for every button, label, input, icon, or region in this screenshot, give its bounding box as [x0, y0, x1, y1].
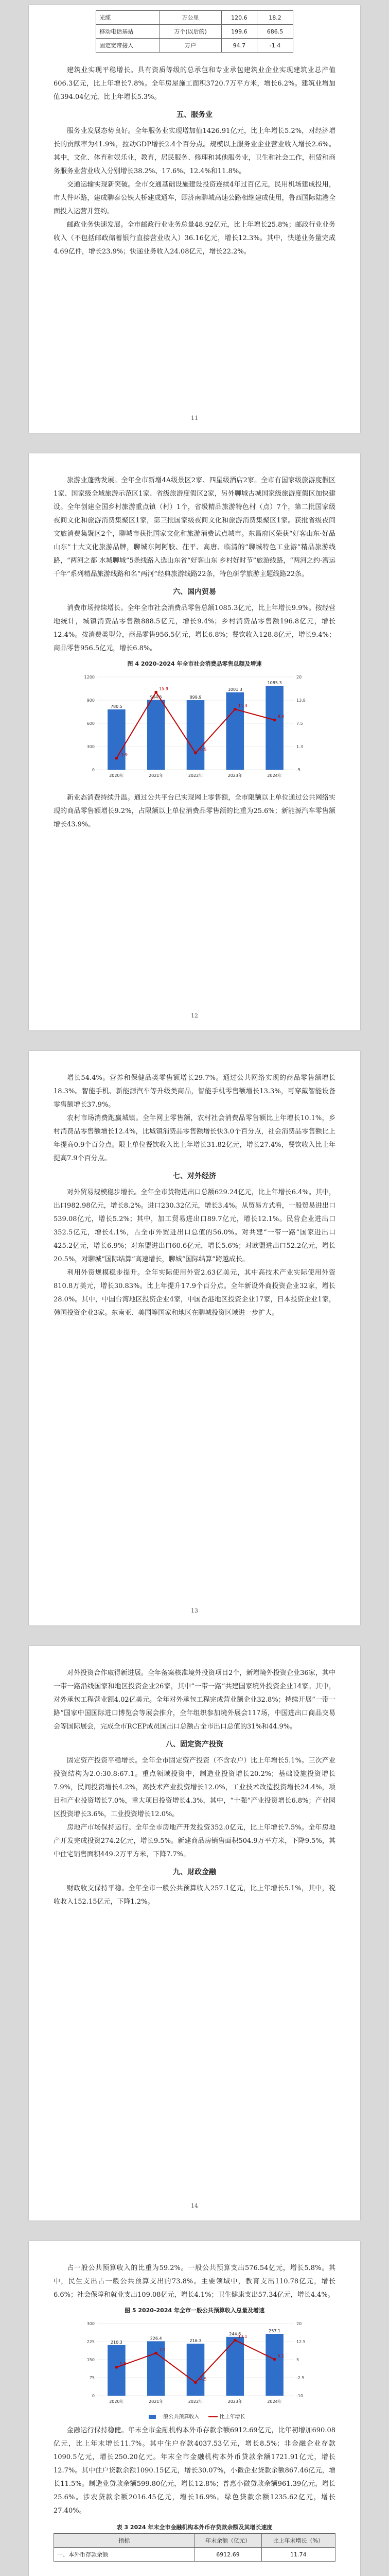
bar-value-label: 226.4: [150, 2336, 162, 2341]
budget-revenue-chart-svg: [76, 2316, 313, 2409]
chart-bar: [108, 2345, 126, 2396]
y-tick-label: 300: [86, 2321, 95, 2326]
budget-revenue-chart: [54, 2316, 335, 2411]
retail-sales-chart: [54, 670, 335, 785]
y2-tick-label: 5: [296, 2358, 299, 2362]
page-number: 12: [191, 1012, 198, 1019]
chart-bar: [147, 700, 165, 770]
table-cell: 199.6: [221, 25, 257, 39]
table-cell: 686.5: [257, 25, 293, 39]
x-tick-label: 2024年: [267, 2399, 282, 2404]
table-row: [96, 25, 293, 39]
bar-value-label: 210.3: [110, 2340, 122, 2345]
new-consumption-paragraph: 新业态消费持续升温。通过公共平台已实现网上零售额，全市限额以上单位通过公共网络实现的商品零售额增长9.2%，占限额以上单位消费品零售额的比重为25.6%；新能源汽车零售额增长43.9%。: [54, 794, 335, 828]
retail-sales-chart-svg: [76, 670, 313, 783]
growth-value-label: 15.9: [159, 686, 169, 691]
growth-point: [115, 2366, 118, 2369]
foreign-investment-paragraph: 利用外资规模稳步提升。全年实际使用外资2.63亿美元，其中高技术产业实际使用外资810.8万美元，增长30.83%。比上年提升17.9个百分点。全年新设外商投资企业32家，增长28.0%。其中，中国台湾地区投资企业4家，中国香港地区投资企业17家，日本投资企业1家，韩国投资企业3家。东南亚、美国等国家和地区在聊城投资区域进一步扩大。: [54, 1269, 335, 1317]
table-caption: 表 3 2024 年末全市金融机构本外币存贷款余额及其增长速度: [116, 2524, 273, 2531]
document-page-1: [29, 5, 360, 433]
section-heading-services: 五、服务业: [176, 111, 213, 119]
legend-line-swatch: [208, 2416, 218, 2417]
figure-caption: 图 5 2020-2024 年全市一般公共预算收入总量及增速: [125, 2307, 264, 2314]
document-page-5: [29, 2241, 360, 2576]
y2-tick-label: -5: [296, 768, 300, 772]
y-tick-label: 600: [86, 721, 95, 726]
section-heading-finance: 九、财政金融: [173, 1868, 216, 1876]
foreign-trade-paragraph: 对外贸易规模稳步增长。全年全市货物进出口总额629.24亿元，比上年增长6.4%。其中，出口982.98亿元，增长8.2%。进口230.32亿元，增长3.4%。从贸易方式看，一般贸易进出口539.08亿元，增长5.2%；其中，加工贸易进出口89.7亿元，增长12.1%。民营企业进出口352.5亿元，增长4.1%，占全市外贸进出口总值的56.0%。对共建“一带一路”国家进出口425.2亿元，增长6.9%；对东盟进出口60.6亿元，增长5.6%；对欧盟进出口52.2亿元，增长20.5%，对聊城“国际结算”高速增长，聊城“国际结算”跨越成长。: [54, 1189, 335, 1263]
fiscal-paragraph: 财政收支保持平稳。全年全市一般公共预算收入257.1亿元，比上年增长5.1%，其中，税收收入152.15亿元，下降1.2%。: [54, 1885, 335, 1906]
bar-value-label: 1001.3: [227, 687, 242, 692]
y2-tick-label: -10: [296, 2394, 304, 2398]
section-heading-foreign-economy: 七、对外经济: [173, 1172, 216, 1180]
x-tick-label: 2020年: [109, 773, 124, 778]
y-tick-label: 75: [89, 2376, 95, 2380]
table-cell: 万户: [160, 39, 221, 53]
chart-bar: [226, 2337, 244, 2396]
page-number: 13: [191, 1607, 198, 1614]
growth-point: [154, 691, 157, 694]
growth-value-label: 11.3: [238, 703, 247, 708]
chart-legend: [54, 2412, 335, 2420]
x-tick-label: 2022年: [188, 2399, 203, 2404]
bar-value-label: 257.1: [269, 2329, 281, 2334]
section-heading-domestic-trade: 六、国内贸易: [173, 588, 216, 596]
table-cell: 光缆: [96, 11, 160, 25]
chart-bar: [266, 2334, 284, 2396]
growth-point: [234, 2338, 237, 2342]
x-tick-label: 2020年: [109, 2399, 124, 2404]
table-cell: 120.6: [221, 11, 257, 25]
growth-value-label: 7.7: [159, 2347, 166, 2352]
bar-value-label: 904.5: [150, 694, 162, 700]
table-row: [54, 2548, 335, 2562]
x-tick-label: 2021年: [149, 773, 164, 778]
section-heading-fixed-assets: 八、固定资产投资: [166, 1740, 223, 1749]
chart-bar: [187, 2344, 205, 2396]
growth-value-label: 5.1: [277, 2353, 285, 2359]
growth-point: [194, 2381, 197, 2384]
growth-value-label: -4.5: [199, 2377, 207, 2382]
y-tick-label: 900: [86, 698, 95, 703]
postal-paragraph: 邮政业务快速发展。全市邮政行业业务总量48.92亿元，比上年增长25.8%；邮政行业业务收入（不包括邮政储蓄银行直接营业收入）36.16亿元，增长12.3%。其中，快递业务量完成4.69亿件，增长23.9%；快递业务收入24.08亿元，增长22.2%。: [54, 221, 335, 256]
chart-bar: [108, 709, 126, 770]
table-cell: 万个(以后的): [160, 25, 221, 39]
bar-value-label: 899.9: [189, 695, 202, 700]
fixed-asset-paragraph: 固定资产投资平稳增长。全年全市固定资产投资（不含农户）比上年增长5.1%。三次产业投资结构为2.0:30.8:67.1。重点领域投资中，制造业投资增长20.2%；基础设施投资增长7.9%，民间投资增长4.2%，高技术产业投资增长12.0%，工业技术改造投资增长24.4%，项目和产业投资增长7.0%，重大项目投资增长4.3%，其中，“十强”产业投资增长6.8%；产业园区投资增长3.6%，工业投资增长12.0%。: [54, 1757, 335, 1818]
y2-tick-label: 12.5: [296, 2340, 306, 2344]
expenditure-paragraph: 占一般公共预算收入的比重为59.2%。一般公共预算支出576.54亿元，增长5.8%。其中，民生支出占一般公共预算支出的73.8%。主要领域中，教育支出110.78亿元，增长6.6%；社会保障和就业支出109.08亿元，增长4.1%；卫生健康支出57.34亿元，增长4.4%。: [54, 2264, 335, 2299]
y2-tick-label: 20: [296, 675, 302, 680]
services-paragraph: 服务业发展态势良好。全年服务业实现增加值1426.91亿元，比上年增长5.2%，对经济增长的贡献率为41.9%，拉动GDP增长2.4个百分点。规模以上服务业企业营业收入增长2.6%。其中，文化、体育和娱乐业，教育，居民服务、修理和其他服务业，卫生和社会工作，租赁和商务服务业营业收入分别增长38.2%、17.6%、12.4%和11.8%。: [54, 127, 335, 175]
growth-value-label: 1.8: [119, 2361, 127, 2366]
table-cell: 固定宽带接入: [96, 39, 160, 53]
table-cell: -1.4: [257, 39, 293, 53]
y2-tick-label: 1.3: [296, 744, 303, 749]
table-header-row: [54, 2534, 335, 2548]
y2-tick-label: 13.8: [296, 698, 306, 703]
growth-point: [154, 2352, 157, 2355]
x-tick-label: 2022年: [188, 773, 203, 778]
growth-point: [194, 752, 197, 755]
y-tick-label: 0: [92, 2394, 95, 2398]
table-cell: 万公里: [160, 11, 221, 25]
table-row: [96, 39, 293, 53]
x-tick-label: 2023年: [227, 2399, 242, 2404]
growth-point: [234, 708, 237, 711]
document-page-3: [29, 1051, 360, 1625]
table-cell: 一、本外币存款余额: [54, 2548, 195, 2562]
retail-upgrade-paragraph: 增长54.4%。营养和保健品类零售额增长29.7%。通过公共网络实现的商品零售额增长18.3%。智能手机、新能源汽车等升级类商品，智能手机零售额增长13.3%，可穿戴智能设备零售额增长37.9%。: [54, 1074, 335, 1109]
table-header-cell: 年末余额（亿元）: [194, 2534, 261, 2548]
table-cell: 6912.69: [194, 2548, 261, 2562]
legend-bar-swatch: [149, 2415, 156, 2419]
growth-value-label: -1.9: [119, 752, 128, 757]
x-tick-label: 2021年: [149, 2399, 164, 2404]
y2-tick-label: -2.5: [296, 2376, 305, 2380]
growth-value-label: -0.5: [199, 747, 207, 752]
chart-bar: [266, 686, 284, 770]
growth-point: [115, 757, 118, 760]
consumption-paragraph: 消费市场持续增长。全年全市社会消费品零售总额1085.3亿元，比上年增长9.9%。按经营地统计，城镇消费品零售额888.5亿元，增长9.4%；乡村消费品零售额196.8亿元，增长12.4%。按消费类型分，商品零售956.5亿元，增长6.8%；餐饮收入128.8亿元，增长9.4%；商品零售956.5亿元，增长6.8%。: [54, 604, 335, 652]
document-page-4: [29, 1646, 360, 2221]
bar-value-label: 216.3: [189, 2338, 202, 2344]
table-header-cell: 指标: [54, 2534, 195, 2548]
bar-value-label: 1085.3: [267, 681, 282, 686]
growth-value-label: 8.4: [277, 714, 285, 719]
y2-tick-label: 20: [296, 2321, 302, 2326]
legend-bar-label: 一般公共预算收入: [158, 2414, 200, 2420]
construction-paragraph: 建筑业实现平稳增长。具有资质等级的总承包和专业承包建筑业企业实现建筑业总产值606.3亿元，比上年增长7.8%。全年房屋施工面积3720.7万平方米，增长6.2%。建筑业增加值394.04亿元，比上年增长5.3%。: [54, 66, 335, 101]
y-tick-label: 225: [86, 2340, 95, 2344]
y-tick-label: 1200: [84, 675, 95, 680]
growth-point: [273, 719, 276, 722]
y2-tick-label: 7.5: [296, 721, 303, 726]
bar-value-label: 244.6: [229, 2331, 241, 2336]
finance-paragraph: 金融运行保持稳健。年末全市金融机构本外币存款余额6912.69亿元，比年初增加690.08亿元，比上年末增长11.7%。其中住户存款4037.53亿元，增长8.5%；非金融企业存款1090.5亿元，增长250.20亿元。年末全市金融机构本外币贷款余额1721.91亿元，增长12.7%。其中住户贷款余额1090.15亿元，增长30.07%，小微企业贷款余额867.46亿元，增长11.5%。制造业贷款余额599.80亿元，增长12.8%；普惠小微贷款余额961.39亿元，增长25.6%。涉农贷款余额2016.45亿元，增长16.9%。绿色贷款余额1235.62亿元，增长27.40%。: [54, 2427, 335, 2515]
x-tick-label: 2024年: [267, 773, 282, 778]
legend-line-label: 比上年增长: [219, 2414, 245, 2420]
real-estate-paragraph: 房地产市场保持运行。全年全市房地产开发投资352.0亿元，比上年增长7.5%。全年房地产开发完成投资274.2亿元，增长9.5%。新建商品房销售面积504.9万平方米，下降9.5%，其中住宅销售面积449.2万平方米，下降7.7%。: [54, 1824, 335, 1858]
table-cell: 移动电话基站: [96, 25, 160, 39]
table-row: [96, 11, 293, 25]
growth-point: [273, 2358, 276, 2361]
y-tick-label: 0: [92, 768, 95, 772]
telecom-table: [96, 10, 293, 53]
growth-value-label: 13.1: [238, 2334, 247, 2340]
rural-market-paragraph: 农村市场消费跑赢城镇。全年网上零售额，农村社会消费品零售额比上年增长10.1%，乡村消费品零售额增长12.4%，比城镇消费品零售额增长快3.0个百分点，社会消费品零售额比上年提高0.9个百分点。限上单位餐饮收入比上年增长31.82亿元，增长27.4%，餐饮收入比上年提高7.9个百分点。: [54, 1114, 335, 1162]
figure-caption: 图 4 2020-2024 年全市社会消费品零售总额及增速: [127, 660, 262, 667]
x-tick-label: 2023年: [227, 773, 242, 778]
y-tick-label: 150: [86, 2358, 95, 2362]
transport-paragraph: 交通运输实现新突破。全市交通基础设施建设投资连续4年过百亿元，民用机场建成投用，市大件环路，建成聊泰公铁大桥建成通车，即济南聊城高速公路相继建成使用，鲁西国际陆港全面投入运营并签约。: [54, 181, 335, 215]
deposit-loan-table: [54, 2533, 335, 2562]
table-header-cell: 比上年末增长（%）: [261, 2534, 335, 2548]
bar-value-label: 780.5: [110, 704, 122, 709]
page-number: 11: [191, 415, 198, 421]
page-number: 14: [191, 2202, 198, 2209]
outbound-investment-paragraph: 对外投资合作取得新进展。全年备案核准境外投资项目2个，新增境外投资企业36家，其中一带一路沿线国家和地区投资企业26家，其中“一带一路”共建国家境外投资企业14家。其中，对外承包工程营业额4.02亿美元。全年对外承包工程完成营业额企业32.8%；持续开展“一带一路”国家中国国际进口博览会等展会推介，全年组织参加境外展会117场，中国进出口商品交易会等国际展会，完成全市RCEP成员国出口总额占全市出口总值的31%和44.9%。: [54, 1669, 335, 1731]
y-tick-label: 300: [86, 744, 95, 749]
table-cell: 11.74: [261, 2548, 335, 2562]
table-cell: 18.2: [257, 11, 293, 25]
table-cell: 94.7: [221, 39, 257, 53]
tourism-paragraph: 旅游业蓬勃发展。全年全市新增4A级景区2家、四星级酒店2家。全市有国家级旅游度假区1家、国家级全域旅游示范区1家、省级旅游度假区2家，另外聊城古城国家级旅游度假区加快建设。全年创建全国乡村旅游重点镇（村）1个，省级精品旅游特色村（点）7个，第二批国家级夜间文化和旅游消费集聚区1家，第三批国家级夜间文化和旅游消费集聚区1家。获批省级夜间文旅消费集聚区2个，聊城市获批国家文化和旅游消费试点城市。东昌府区荣获“好客山东·好品山东”十大文化旅游品牌，聊城东阿阿胶、茌平、高唐、临清的“聊城特色工业游”精品旅游线路，“两河之都 水城聊城”5条线路入选山东省“好客山东 乡村好时节”旅游线路，“两河之约·漕运千年”系列精品旅游线路和名“两河”经典旅游线路22条，特色研学旅游主题线路22条。: [54, 477, 335, 578]
document-page-2: [29, 453, 360, 1030]
chart-bar: [187, 700, 205, 770]
